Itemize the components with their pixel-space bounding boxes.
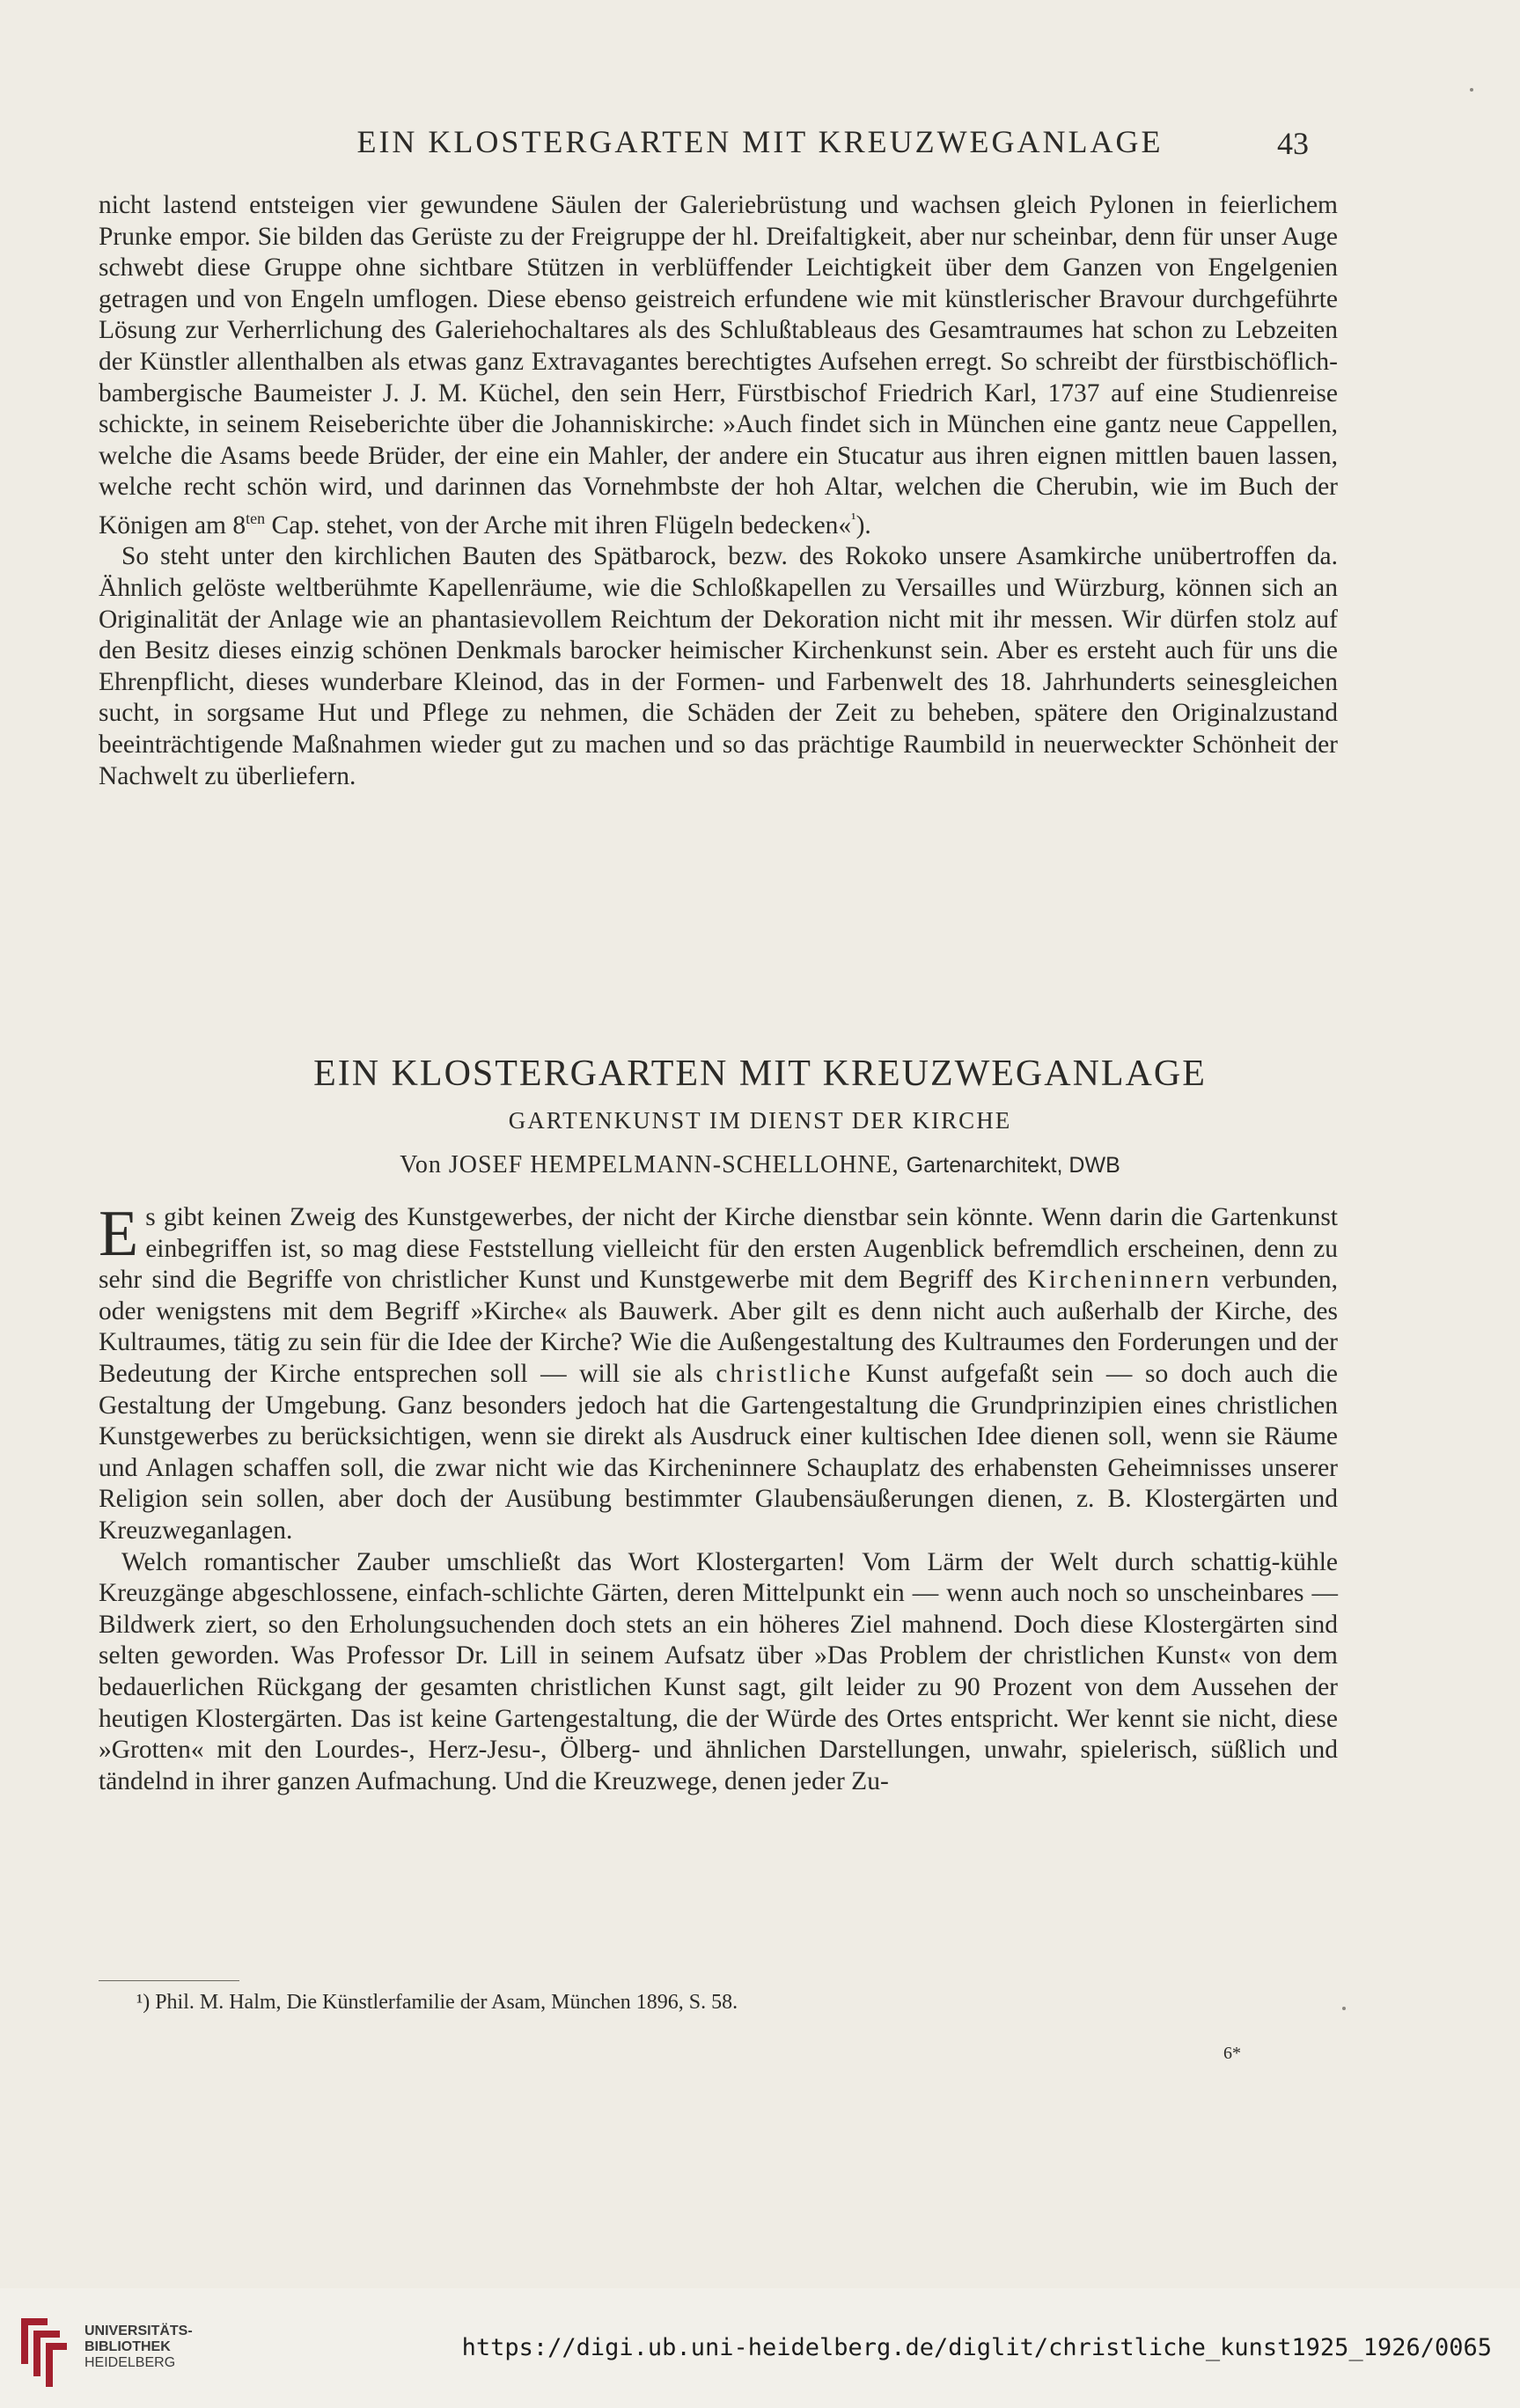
permalink[interactable]: https://digi.ub.uni-heidelberg.de/diglit/christliche_kunst1925_1926/0065 — [461, 2334, 1492, 2361]
paper-speck — [1470, 88, 1473, 92]
footer-bar — [0, 2288, 1520, 2408]
author-role: Gartenarchitekt, DWB — [906, 1153, 1120, 1178]
paragraph-text: Cap. stehet, von der Arche mit ihren Flügeln bedecken« — [265, 510, 852, 540]
article-title: EIN KLOSTERGARTEN MIT KREUZWEGANLAGE — [313, 1054, 1207, 1094]
signature-mark: 6* — [1223, 2044, 1241, 2063]
paragraph — [99, 1198, 1339, 1547]
footnote-divider — [99, 1980, 239, 1981]
footnote-marker: ¹) — [136, 1991, 151, 2014]
emphasized-text: Kircheninnern — [1027, 1266, 1212, 1295]
footnote — [136, 1991, 738, 2015]
article-subtitle: GARTENKUNST IM DIENST DER KIRCHE — [508, 1107, 1012, 1134]
previous-article-text — [99, 190, 1338, 792]
paragraph-text: ). — [855, 510, 871, 540]
paragraph-text: s gibt keinen Zweig des Kunstgewerbes, der nicht der Kirche dienstbar sein könnte. Wenn darin die Gartenkunst einbegriffen ist, so mag diese Feststellung vielleicht für den ersten Augenblick befremdlich erscheinen, denn zu sehr sind die Begriffe von christlicher Kunst und Kunstgewerbe mit dem Begriff des — [99, 1203, 1338, 1295]
byline — [0, 1151, 1520, 1179]
paragraph — [99, 190, 1338, 541]
drop-cap: E — [99, 1198, 139, 1270]
footnote-text: Phil. M. Halm, Die Künstlerfamilie der Asam, München 1896, S. 58. — [155, 1991, 738, 2014]
logo-line: UNIVERSITÄTS- — [84, 2324, 193, 2338]
paragraph: Welch romantischer Zauber umschließt das Wort Klostergarten! Vom Lärm der Welt durch schattig-kühle Kreuzgänge abgeschlossene, einfach-schlichte Gärten, deren Mittelpunkt ein — wenn auch noch so unscheinbares — Bildwerk ziert, so den Erholungsuchenden doch stets an ein höheres Ziel mahnend. Doch diese Klostergärten sind selten geworden. Was Professor Dr. Lill in seinem Aufsatz über »Das Problem der christlichen Kunst« von dem bedauerlichen Rückgang der gesamten christlichen Kunst sagt, gilt leider zu 90 Prozent von dem Aussehen der heutigen Klostergärten. Das ist keine Gartengestaltung, die der Würde des Ortes entspricht. Wer kennt sie nicht, diese »Grotten« mit den Lourdes-, Herz-Jesu-, Ölberg- und ähnlichen Darstellungen, unwahr, spielerisch, süßlich und tändelnd in ihrer ganzen Aufmachung. Und die Kreuzwege, denen jeder Zu- — [99, 1547, 1338, 1795]
emphasized-text: christliche — [716, 1359, 854, 1388]
paper-speck — [1342, 2007, 1346, 2010]
running-title: EIN KLOSTERGARTEN MIT KREUZWEGANLAGE — [356, 124, 1164, 159]
superscript: ten — [246, 509, 266, 527]
logo-line: HEIDELBERG — [84, 2355, 176, 2370]
paragraph-text: nicht lastend entsteigen vier gewundene Säulen der Galeriebrüstung und wachsen gleich Pylonen in feierlichem Prunke empor. Sie bilden das Gerüste zu der Freigruppe der hl. Dreifaltigkeit, aber nur scheinbar, denn für unser Auge schwebt diese Gruppe ohne sichtbare Stützen in verblüffender Leichtigkeit über dem Ganzen von Engelgenien getragen und von Engeln umflogen. Diese ebenso geistreich erfundene wie mit künstlerischer Bravour durchgeführte Lösung zur Verherrlichung des Galeriehochaltares als des Schlußtableaus des Gesamtraumes hat schon zu Lebzeiten der Künstler allenthalben als etwas ganz Extravagantes berechtigtes Aufsehen erregt. So schreibt der fürstbischöflich-bambergische Baumeister J. J. M. Küchel, den sein Herr, Fürstbischof Friedrich Karl, 1737 auf eine Studienreise schickte, in seinem Reiseberichte über die Johanniskirche: »Auch findet sich in München eine gantz neue Cappellen, welche die Asams beede Brüder, der eine ein Mahler, der andere ein Stucatur aus ihren eignen mittlen bauen lassen, welche recht schön wird, und darinnen das Vornehmbste der hoh Altar, welchen die Cherubin, wie im Buch der Königen am 8 — [99, 191, 1338, 540]
page-number: 43 — [1277, 126, 1309, 161]
paragraph-text: verbunden, oder wenigstens mit dem Begriff »Kirche« als Bauwerk. Aber gilt es denn nicht auch außerhalb der Kirche, des Kultraumes, tätig zu sein für die Idee der Kirche? Wie die Außengestaltung des Kultraumes den Forderungen und der Bedeutung der Kirche entsprechen soll — will sie als — [99, 1266, 1339, 1388]
author-name: Von JOSEF HEMPELMANN-SCHELLOHNE, — [400, 1151, 900, 1178]
library-logo-text — [84, 2324, 193, 2371]
library-logo-icon — [12, 2311, 72, 2390]
paragraph: So steht unter den kirchlichen Bauten des Spätbarock, bezw. des Rokoko unsere Asamkirche unübertroffen da. Ähnlich gelöste weltberühmte Kapellenräume, wie die Schloßkapellen zu Versailles und Würzburg, können sich an Originalität der Anlage wie an phantasievollem Reichtum der Dekoration nicht mit ihr messen. Wir dürfen stolz auf den Besitz dieses einzig schönen Denkmals barocker heimischer Kirchenkunst sein. Aber es ersteht auch für uns die Ehrenpflicht, dieses wunderbare Kleinod, das in der Formen- und Farbenwelt des 18. Jahrhunderts seinesgleichen sucht, in sorgsame Hut und Pflege zu nehmen, die Schäden der Zeit zu beheben, spätere den Originalzustand beeinträchtigende Maßnahmen wieder gut zu machen und so das prächtige Raumbild in neuerweckter Schönheit der Nachwelt zu überliefern. — [99, 542, 1338, 790]
logo-line: BIBLIOTHEK — [84, 2339, 171, 2354]
paragraph-text: Kunst aufgefaßt sein — so doch auch die Gestaltung der Umgebung. Ganz besonders jedoch hat die Gartengestaltung die Grundprinzipien eines christlichen Kunstgewerbes zu berücksichtigen, wenn sie direkt als Ausdruck einer kultischen Idee dienen soll, wenn sie Räume und Anlagen schaffen soll, die zwar nicht wie das Kircheninnere Schauplatz des erhabensten Geheimnisses unserer Religion sein sollen, aber doch der Ausübung bestimmter Glaubensäußerungen dienen, z. B. Klostergärten und Kreuzweganlagen. — [99, 1359, 1338, 1545]
article-text — [99, 1198, 1339, 1797]
footnote-reference: ¹ — [851, 509, 856, 527]
